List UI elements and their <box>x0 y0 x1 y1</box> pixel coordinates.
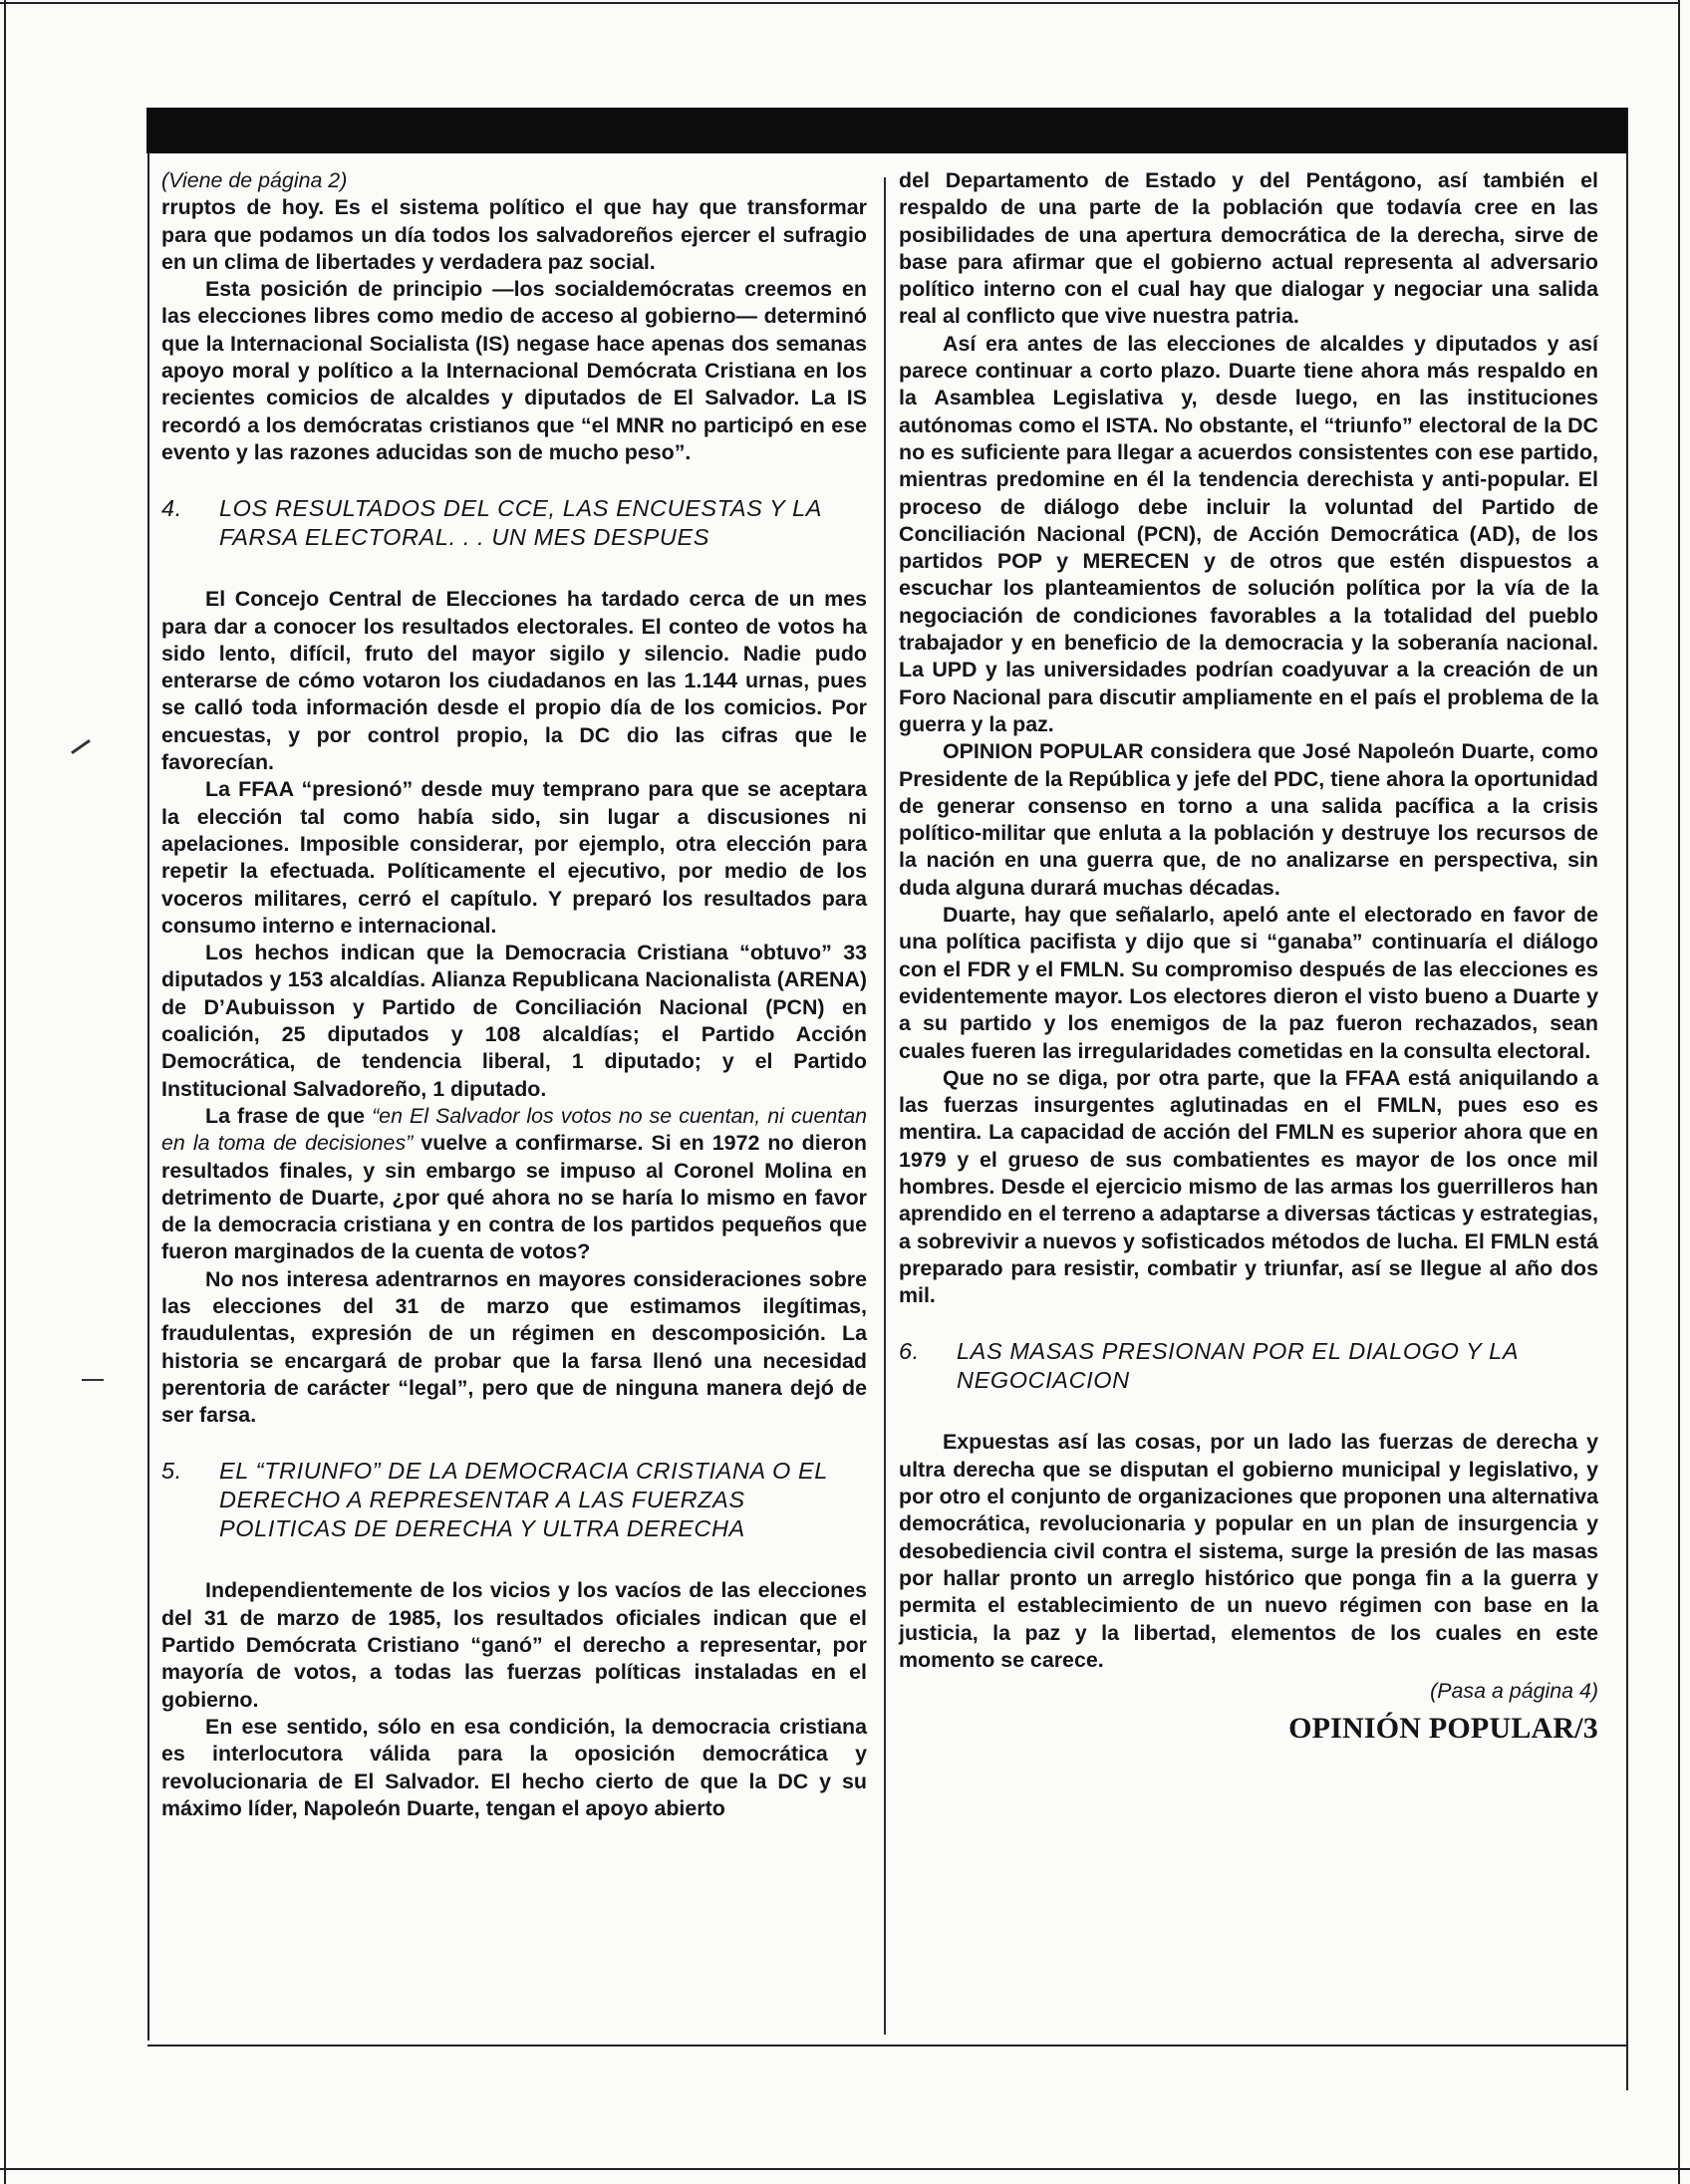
paragraph: La FFAA “presionó” desde muy temprano para que se aceptara la elección tal como había sido, sin lugar a discusiones ni apelaciones. Imposible considerar, por ejemplo, otra elección para repetir la efectuada. Políticamente el ejecutivo, por medio de los voceros militares, cerró el capítulo. Y preparó los resultados para consumo interno e internacional. <box>161 777 867 938</box>
header-black-bar <box>146 108 1627 153</box>
box-bottom-line <box>147 2045 1628 2047</box>
quote-rest: vuelve a confirmarse. Si en 1972 no dieron resultados finales, y sin embargo se impuso al Coronel Molina en detrimento de Duarte, ¿por qué ahora no se haría lo mismo en favor de la democracia cristiana y en contra de los partidos pequeños que fueron marginados de la cuenta de votos? <box>161 1131 867 1264</box>
paragraph: Esta posición de principio —los socialdemócratas creemos en las elecciones libres como medio de acceso al gobierno— determinó que la Internacional Socialista (IS) negase hace apenas dos semanas apoyo moral y político a la Internacional Demócrata Cristiana en los recientes comicios de alcaldes y diputados de El Salvador. La IS recordó a los demócratas cristianos que “el MNR no participó en ese evento y las razones aducidas son de mucho peso”. <box>161 277 867 464</box>
box-left-line <box>147 108 149 2041</box>
section-number: 4. <box>161 495 182 522</box>
paragraph: En ese sentido, sólo en esa condición, la democracia cristiana es interlocutora válida para la oposición democrática y revolucionaria de El Salvador. El hecho cierto de que la DC y su máximo líder, Napoleón Duarte, tengan el apoyo abierto <box>161 1714 867 1820</box>
section-5-heading <box>161 1457 867 1543</box>
scan-mark-left-2 <box>82 1379 104 1381</box>
continued-to-note: (Pasa a página 4) <box>1430 1679 1598 1704</box>
paragraph: rruptos de hoy. Es el sistema político el que hay que transformar para que podamos un día todos los salvadoreños ejercer el sufragio en un clima de libertades y verdadera paz social. <box>161 195 867 274</box>
quote-intro: La frase de que <box>205 1103 366 1128</box>
paragraph: El Concejo Central de Elecciones ha tardado cerca de un mes para dar a conocer los resultados electorales. El conteo de votos ha sido lento, difícil, fruto del mayor sigilo y silencio. Nadie pudo enterarse de cómo votaron los ciudadanos en las 1.144 urnas, pues se calló toda información desde el propio día de los comicios. Por encuestas, y por control propio, la DC dio las cifras que le favorecían. <box>161 587 867 775</box>
paragraph: Los hechos indican que la Democracia Cristiana “obtuvo” 33 diputados y 153 alcaldías. Alianza Republicana Nacionalista (ARENA) de D’Aubuisson y Partido de Conciliación Nacional (PCN) en coalición, 25 diputados y 108 alcaldías; el Partido Acción Democrática, de tendencia liberal, 1 diputado; y el Partido Institucional Salvadoreño, 1 diputado. <box>161 941 867 1101</box>
section-title: LOS RESULTADOS DEL CCE, LAS ENCUESTAS Y LA FARSA ELECTORAL. . . UN MES DESPUES <box>219 495 822 551</box>
section-title: EL “TRIUNFO” DE LA DEMOCRACIA CRISTIANA O EL DERECHO A REPRESENTAR A LAS FUERZAS POLITICAS DE DERECHA Y ULTRA DERECHA <box>219 1458 828 1542</box>
box-right-line <box>1626 108 1628 2090</box>
quote-italic: “en El Salvador los votos no se cuentan, ni cuentan en la toma de decisiones” <box>161 1103 867 1156</box>
paragraph: OPINION POPULAR considera que José Napoleón Duarte, como Presidente de la República y jefe del PDC, tiene ahora la oportunidad de generar consenso en torno a una salida pacífica a la crisis político-militar que enluta a la población y destruye los recursos de la nación en una guerra que, de no analizarse en perspectiva, sin duda alguna durará muchas décadas. <box>899 739 1598 900</box>
paragraph-quote <box>161 1103 867 1266</box>
paragraph: Así era antes de las elecciones de alcaldes y diputados y así parece continuar a corto plazo. Duarte tiene ahora más respaldo en la Asamblea Legislativa y, desde luego, en las instituciones autónomas como el ISTA. No obstante, el “triunfo” electoral de la DC no es suficiente para llegar a acuerdos consistentes con ese partido, mientras predomine en él la tendencia derechista y anti-popular. El proceso de diálogo debe incluir la voluntad del Partido de Conciliación Nacional (PCN), de Acción Democrática (AD), de los partidos POP y MERECEN y de otros que estén dispuestos a escuchar los planteamientos de solución política por la vía de la negociación de condiciones favorables a la totalidad del pueblo trabajador y en beneficio de la democracia y la soberanía nacional. La UPD y las universidades podrían coadyuvar a la creación de un Foro Nacional para discutir ampliamente en el país el problema de la guerra y la paz. <box>899 331 1598 736</box>
column-divider <box>884 177 886 2035</box>
frame-bottom-line <box>0 2168 1690 2170</box>
section-number: 6. <box>899 1338 920 1365</box>
frame-left-line <box>4 0 6 2184</box>
continued-from-note: (Viene de página 2) <box>161 168 348 192</box>
section-4-heading <box>161 494 867 552</box>
masthead-page-label: OPINIÓN POPULAR/3 <box>1288 1712 1598 1746</box>
paragraph: Duarte, hay que señalarlo, apeló ante el electorado en favor de una política pacifista y dijo que si “ganaba” continuaría el diálogo con el FDR y el FMLN. Su compromiso después de las elecciones es evidentemente mayor. Los electores dieron el visto bueno a Duarte y a su partido y los enemigos de la paz fueron rechazados, sean cuales fueren las irregularidades cometidas en la consulta electoral. <box>899 903 1598 1063</box>
paragraph: del Departamento de Estado y del Pentágono, así también el respaldo de una parte de la población que todavía cree en las posibilidades de una apertura democrática de la derecha, sirve de base para afirmar que el gobierno actual representa al adversario político interno con el cual hay que dialogar y negociar una salida real al conflicto que vive nuestra patria. <box>899 168 1598 329</box>
paragraph: Expuestas así las cosas, por un lado las fuerzas de derecha y ultra derecha que se disputan el gobierno municipal y legislativo, y por otro el conjunto de organizaciones que proponen una alternativa democrática, revolucionaria y popular en un plan de insurgencia y desobediencia civil contra el sistema, surge la presión de las masas por hallar pronto un arreglo histórico que ponga fin a la guerra y permita el establecimiento de un nuevo régimen con base en la justicia, la paz y la libertad, elementos de los cuales en este momento se carece. <box>899 1430 1598 1672</box>
section-6-heading <box>899 1337 1598 1395</box>
paragraph: No nos interesa adentrarnos en mayores consideraciones sobre las elecciones del 31 de marzo que estimamos ilegítimas, fraudulentas, expresión de un régimen en descomposición. La historia se encargará de probar que la farsa llenó una necesidad perentoria de carácter “legal”, pero que de ninguna manera dejó de ser farsa. <box>161 1266 867 1428</box>
section-number: 5. <box>161 1458 182 1485</box>
paragraph: Que no se diga, por otra parte, que la FFAA está aniquilando a las fuerzas insurgentes aglutinadas en el FMLN, pues eso es mentira. La capacidad de acción del FMLN es superior ahora que en 1979 y el grueso de sus combatientes es mayor de los once mil hombres. Desde el ejercicio mismo de las armas los guerrilleros han aprendido en el terreno a adaptarse a diversas tácticas y estrategias, a sobrevivir a nuevos y sofisticados métodos de lucha. El FMLN está preparado para resistir, combatir y triunfar, así se llegue al año dos mil. <box>899 1065 1598 1308</box>
section-title: LAS MASAS PRESIONAN POR EL DIALOGO Y LA NEGOCIACION <box>957 1338 1519 1394</box>
scan-mark-left <box>71 739 91 754</box>
frame-right-line <box>1678 0 1680 2184</box>
frame-top-line <box>0 2 1678 4</box>
paragraph: Independientemente de los vicios y los vacíos de las elecciones del 31 de marzo de 1985, los resultados oficiales indican que el Partido Demócrata Cristiano “ganó” el derecho a representar, por mayoría de votos, a todas las fuerzas políticas instaladas en el gobierno. <box>161 1578 867 1712</box>
right-column <box>899 167 1598 1746</box>
left-column <box>161 167 867 1822</box>
